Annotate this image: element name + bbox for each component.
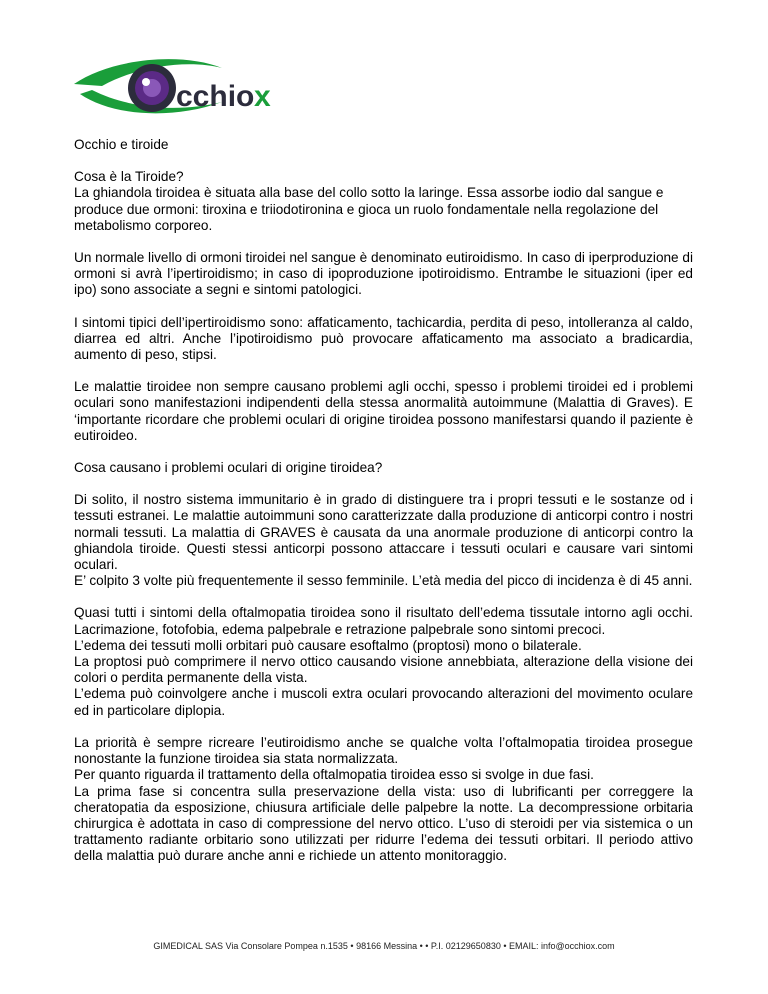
paragraph-text: La priorità è sempre ricreare l’eutiroidismo anche se qualche volta l’oftalmopatia tiroidea prosegue nonostante la funzione tiroidea sia stata normalizzata. [74,734,693,767]
paragraph-text: La proptosi può comprimere il nervo ottico causando visione annebbiata, alterazione della visione dei colori o perdita permanente della vista. [74,654,693,686]
logo-text: cchio [176,80,255,113]
paragraph-text: E’ colpito 3 volte più frequentemente il sesso femminile. L’età media del picco di incidenza è di 45 anni. [74,573,693,589]
document-title: Occhio e tiroide [74,137,169,152]
page-footer: GIMEDICAL SAS Via Consolare Pompea n.1535 • 98166 Messina • • P.I. 02129650830 • EMAIL: info@occhiox.com [153,941,615,951]
paragraph-sistema-immunitario [74,492,693,589]
document-body [74,137,693,881]
paragraph-text: L’edema dei tessuti molli orbitari può causare esoftalmo (proptosi) mono o bilaterale. [74,637,582,653]
occhiox-logo [72,50,292,120]
paragraph-text: La prima fase si concentra sulla preservazione della vista: uso di lubrificanti per correggere la cheratopatia da esposizione, chiusura artificiale delle palpebre la notte. La decompressione orbitaria chirurgica è adottata in caso di compressione del nervo ottico. L’uso di steroidi per via sistemica o un trattamento radiante orbitario sono utilizzati per ridurre l’edema dei tessuti orbitari. Il periodo attivo della malattia può durare anche anni e richiede un attento monitoraggio. [74,783,693,864]
paragraph-trattamento [74,735,693,865]
section-body: La ghiandola tiroidea è situata alla base del collo sotto la laringe. Essa assorbe iodio dal sangue e produce due ormoni: tiroxina e triiodotironina e gioca un ruolo fondamentale nella regolazione del metabolismo corporeo. [74,185,664,233]
section-1 [74,169,693,234]
paragraph-sintomi-oftalmopatia [74,605,693,718]
paragraph-text: L’edema può coinvolgere anche i muscoli extra oculari provocando alterazioni del movimento oculare ed in particolare diplopia. [74,686,693,718]
section-heading: Cosa è la Tiroide? [74,169,184,185]
section-2-heading: Cosa causano i problemi oculari di origine tiroidea? [74,460,383,476]
paragraph-text: Quasi tutti i sintomi della oftalmopatia tiroidea sono il risultato dell’edema tissutale intorno agli occhi. Lacrimazione, fotofobia, edema palpebrale e retrazione palpebrale sono sintomi precoci. [74,605,693,637]
paragraph-malattie-tiroidee: Le malattie tiroidee non sempre causano problemi agli occhi, spesso i problemi tiroidei ed i problemi oculari sono manifestazioni indipendenti della stessa anormalità autoimmune (Malattia di Graves). E ‘importante ricordare che problemi oculari di origine tiroidea possono manifestarsi quando il paziente è eutiroideo. [74,379,693,443]
paragraph-eutiroidismo: Un normale livello di ormoni tiroidei nel sangue è denominato eutiroidismo. In caso di iperproduzione di ormoni si avrà l’ipertiroidismo; in caso di ipoproduzione ipotiroidismo. Entrambe le situazioni (iper ed ipo) sono associate a segni e sintomi patologici. [74,250,693,298]
paragraph-text: Per quanto riguarda il trattamento della oftalmopatia tiroidea esso si svolge in due fasi. [74,767,594,783]
paragraph-sintomi: I sintomi tipici dell’ipertiroidismo sono: affaticamento, tachicardia, perdita di peso, intolleranza al caldo, diarrea ed altri. Anche l’ipotiroidismo può provocare affaticamento ma associato a bradicardia, aumento di peso, stipsi. [74,314,693,363]
svg-text:x: x [254,80,271,113]
paragraph-text: Di solito, il nostro sistema immunitario è in grado di distinguere tra i propri tessuti e le sostanze od i tessuti estranei. Le malattie autoimmuni sono caratterizzate dalla produzione di anticorpi contro i nostri normali tessuti. La malattia di GRAVES è causata da una anormale produzione di anticorpi contro la ghiandola tiroide. Questi stessi anticorpi possono attaccare i tessuti oculari e causare vari sintomi oculari. [74,492,693,573]
